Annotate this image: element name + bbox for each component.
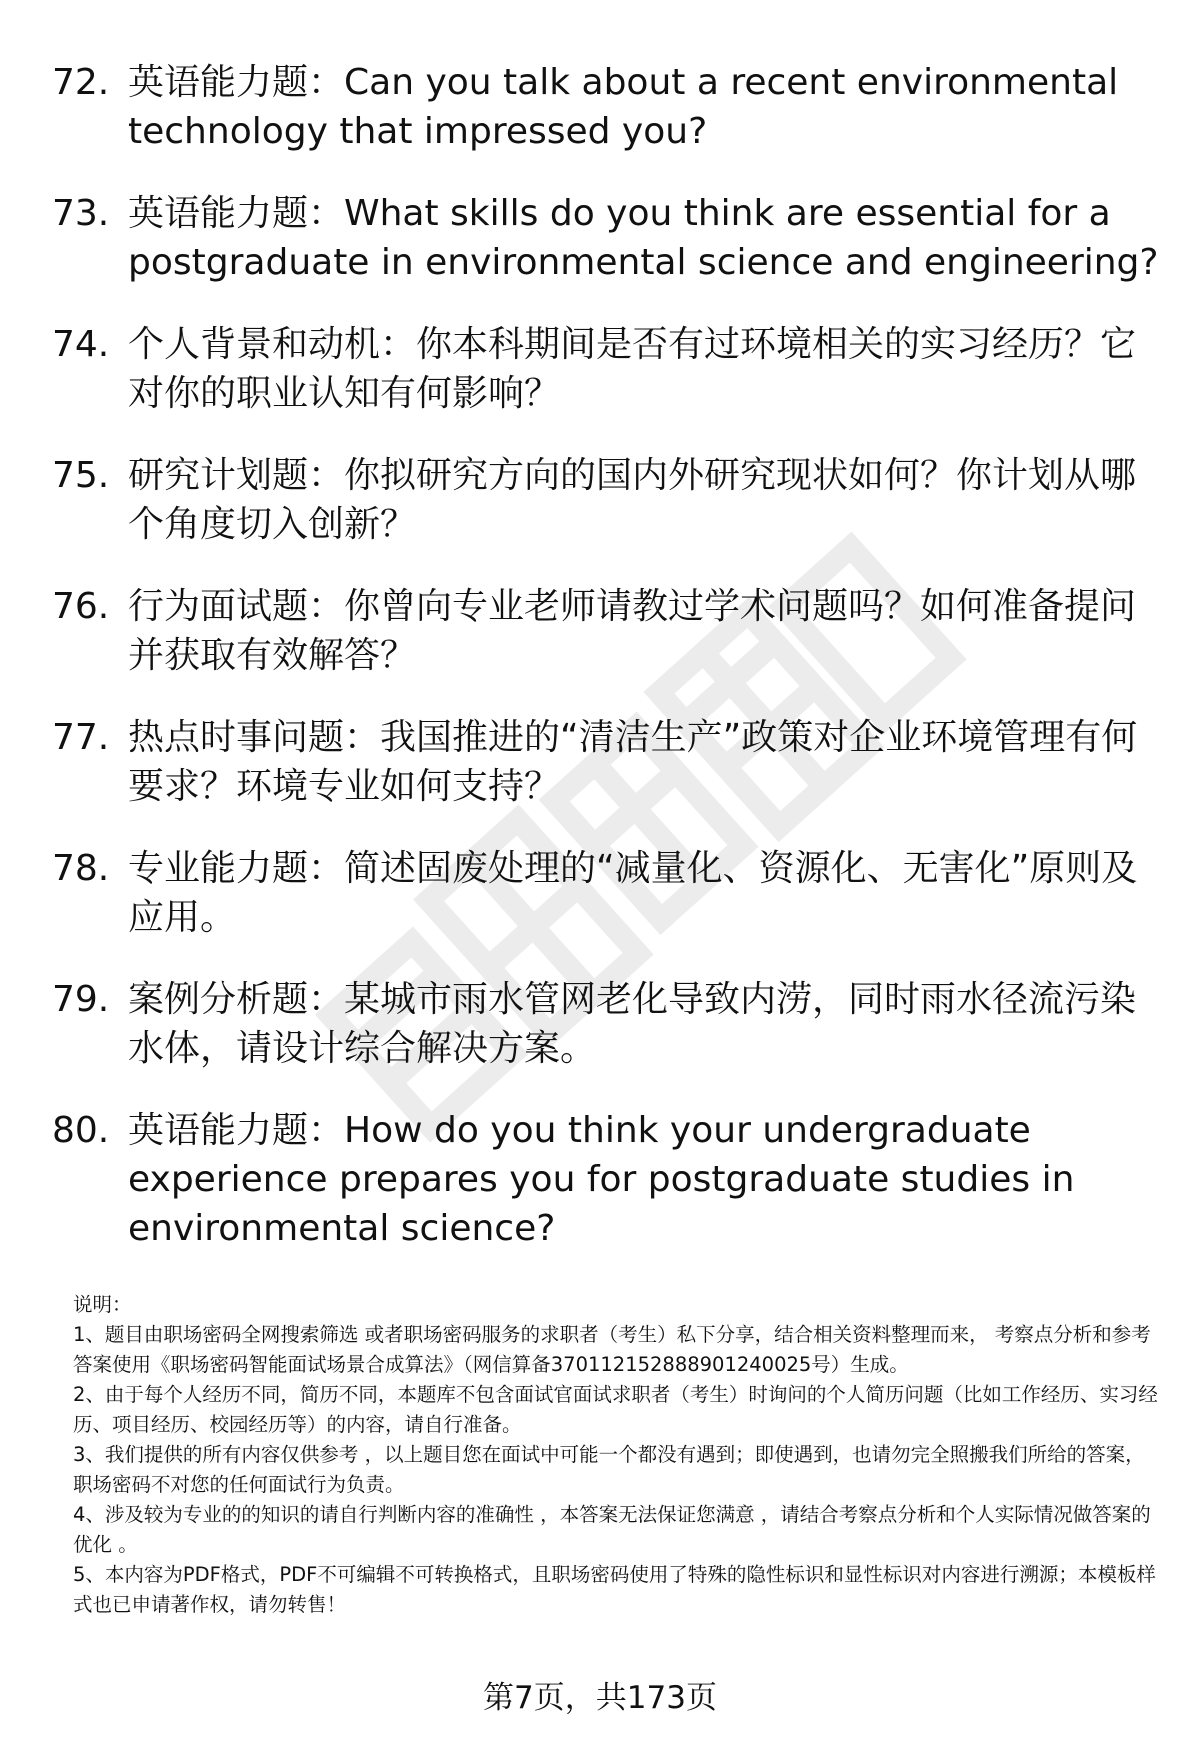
question-number: 75. <box>52 455 110 496</box>
notes-title: 说明： <box>73 1293 132 1316</box>
question-text: 专业能力题：简述固废处理的“减量化、资源化、无害化”原则及应用。 <box>128 848 1138 938</box>
question-text: 英语能力题：How do you think your undergraduate experience prepares you for postgraduate studies in environmental science? <box>128 1110 1075 1249</box>
question-list <box>52 58 1162 1286</box>
note-item: 4、涉及较为专业的的知识的请自行判断内容的准确性 ，本答案无法保证您满意 ，请结合考察点分析和个人实际情况做答案的优化 。 <box>73 1503 1151 1556</box>
page-number-footer: 第7页，共173页 <box>483 1680 717 1716</box>
question-text: 行为面试题：你曾向专业老师请教过学术问题吗？如何准备提问并获取有效解答？ <box>128 586 1137 676</box>
note-item: 3、我们提供的所有内容仅供参考 ，以上题目您在面试中可能一个都没有遇到；即使遇到，也请勿完全照搬我们所给的答案，职场密码不对您的任何面试行为负责。 <box>73 1443 1145 1496</box>
note-item: 5、本内容为PDF格式，PDF不可编辑不可转换格式，且职场密码使用了特殊的隐性标识和显性标识对内容进行溯源；本模板样式也已申请著作权，请勿转售！ <box>73 1563 1156 1616</box>
question-item <box>52 451 1162 549</box>
question-text: 英语能力题：Can you talk about a recent environmental technology that impressed you? <box>128 62 1119 152</box>
question-text: 案例分析题：某城市雨水管网老化导致内涝，同时雨水径流污染水体，请设计综合解决方案。 <box>128 979 1137 1069</box>
question-text: 个人背景和动机：你本科期间是否有过环境相关的实习经历？它对你的职业认知有何影响？ <box>128 324 1137 414</box>
question-number: 73. <box>52 193 110 234</box>
question-number: 78. <box>52 848 110 889</box>
question-number: 80. <box>52 1110 110 1151</box>
question-number: 77. <box>52 717 110 758</box>
question-item <box>52 975 1162 1073</box>
question-item <box>52 189 1162 287</box>
question-item <box>52 1106 1162 1253</box>
question-item <box>52 713 1162 811</box>
question-number: 79. <box>52 979 110 1020</box>
question-text: 研究计划题：你拟研究方向的国内外研究现状如何？你计划从哪个角度切入创新？ <box>128 455 1137 545</box>
notes-section <box>73 1290 1163 1620</box>
note-item: 2、由于每个人经历不同，简历不同，本题库不包含面试官面试求职者（考生）时询问的个人简历问题（比如工作经历、实习经历、项目经历、校园经历等）的内容，请自行准备。 <box>73 1383 1158 1436</box>
question-item <box>52 320 1162 418</box>
question-item <box>52 58 1162 156</box>
note-item: 1、题目由职场密码全网搜索筛选 或者职场密码服务的求职者（考生）私下分享，结合相关资料整理而来， 考察点分析和参考答案使用《职场密码智能面试场景合成算法》（网信算备370112152888901240025号）生成。 <box>73 1323 1151 1376</box>
question-number: 72. <box>52 62 110 103</box>
question-item <box>52 582 1162 680</box>
question-number: 74. <box>52 324 110 365</box>
question-text: 英语能力题：What skills do you think are essential for a postgraduate in environmental science and engineering? <box>128 193 1159 283</box>
question-number: 76. <box>52 586 110 627</box>
question-text: 热点时事问题：我国推进的“清洁生产”政策对企业环境管理有何要求？环境专业如何支持？ <box>128 717 1138 807</box>
question-item <box>52 844 1162 942</box>
